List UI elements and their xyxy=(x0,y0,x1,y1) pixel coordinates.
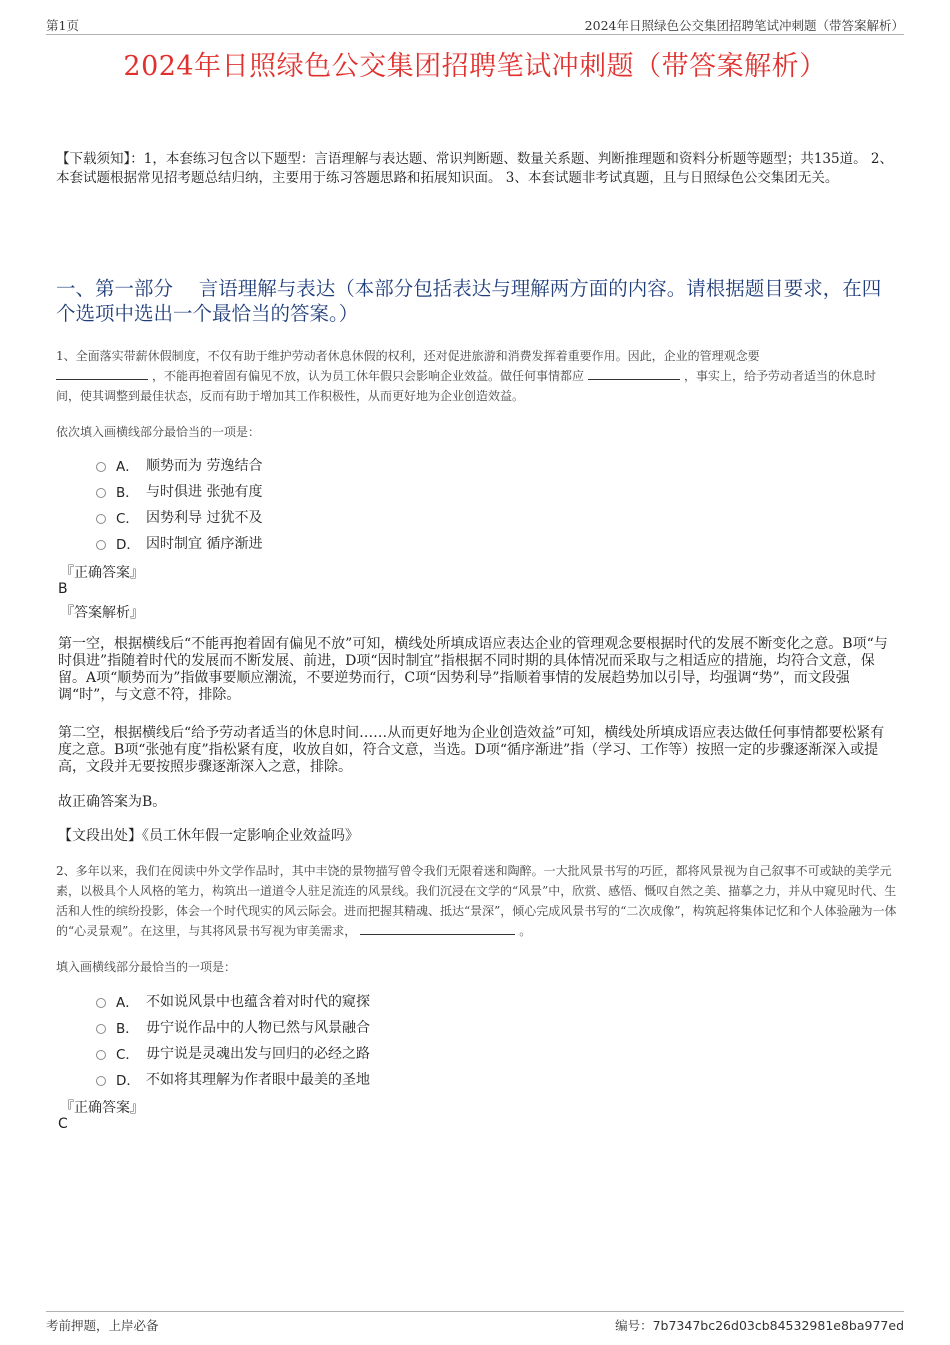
radio-button[interactable] xyxy=(96,998,106,1008)
option-b[interactable] xyxy=(96,478,262,504)
option-d[interactable] xyxy=(96,530,262,556)
option-text: 因时制宜 循序渐进 xyxy=(146,536,263,552)
blank-line xyxy=(360,922,515,935)
question-1-text-part2: ，不能再抱着固有偏见不放，认为员工休年假只会影响企业效益。做任何事情都应 xyxy=(152,369,585,383)
download-notice: 【下载须知】：1，本套练习包含以下题型：言语理解与表达题、常识判断题、数量关系题、判断推理题和资料分析题等题型；共135道。 2、本套试题根据常见招考题总结归纳，主要用于练习答题思路和拓展知识面。 3、本套试题非考试真题，且与日照绿色公交集团无关。 xyxy=(56,151,893,186)
option-letter: A． xyxy=(116,459,139,475)
document-title: 2024年日照绿色公交集团招聘笔试冲刺题（带答案解析） xyxy=(123,51,827,82)
question-2-instruction: 填入画横线部分最恰当的一项是： xyxy=(56,960,237,974)
option-a[interactable] xyxy=(96,988,370,1014)
footer-slogan: 考前押题，上岸必备 xyxy=(46,1318,159,1333)
option-text: 毋宁说作品中的人物已然与风景融合 xyxy=(146,1020,370,1036)
correct-answer-label: 『正确答案』 xyxy=(60,565,144,581)
page-header xyxy=(46,14,904,35)
radio-button[interactable] xyxy=(96,540,106,550)
question-1-text-part3: ，事实上，给予劳动者适当的休息时间，使其调整到最佳状态，反而有助于增加其工作积极性，从而更好地为企业创造效益。 xyxy=(56,369,877,403)
question-1-options xyxy=(96,452,262,556)
option-letter: D． xyxy=(116,537,140,553)
option-c[interactable] xyxy=(96,504,262,530)
question-1-instruction: 依次填入画横线部分最恰当的一项是： xyxy=(56,425,261,439)
radio-button[interactable] xyxy=(96,1024,106,1034)
option-text: 不如将其理解为作者眼中最美的圣地 xyxy=(146,1072,370,1088)
analysis-label: 『答案解析』 xyxy=(60,605,144,621)
option-letter: D． xyxy=(116,1073,140,1089)
section-title: 一、第一部分 言语理解与表达（本部分包括表达与理解两方面的内容。请根据题目要求，在四个选项中选出一个最恰当的答案。） xyxy=(56,277,882,325)
option-text: 不如说风景中也蕴含着对时代的窥探 xyxy=(146,994,370,1010)
option-text: 因势利导 过犹不及 xyxy=(146,510,263,526)
option-d[interactable] xyxy=(96,1066,370,1092)
option-letter: C． xyxy=(116,1047,139,1063)
option-text: 毋宁说是灵魂出发与回归的必经之路 xyxy=(146,1046,370,1062)
option-text: 与时俱进 张弛有度 xyxy=(146,484,263,500)
correct-answer-label: 『正确答案』 xyxy=(60,1100,144,1116)
option-a[interactable] xyxy=(96,452,262,478)
blank-line xyxy=(588,367,680,380)
option-letter: B． xyxy=(116,1021,139,1037)
correct-answer: C xyxy=(58,1116,68,1132)
blank-line xyxy=(56,367,148,380)
analysis-paragraph-2: 第二空，根据横线后“给予劳动者适当的休息时间……从而更好地为企业创造效益”可知，横线处所填成语应表达做任何事情都要松紧有度之意。B项“张弛有度”指松紧有度，收放自如，符合文意，当选。D项“循序渐进”指（学习、工作等）按照一定的步骤逐渐深入或提高，文段并无要按照步骤逐渐深入之意，排除。 xyxy=(58,725,885,775)
option-text: 顺势而为 劳逸结合 xyxy=(146,458,263,474)
footer-code xyxy=(615,1316,904,1334)
footer-code-value: 7b7347bc26d03cb84532981e8ba977ed xyxy=(652,1318,904,1333)
question-2-text-part1: 2、多年以来，我们在阅读中外文学作品时，其中丰饶的景物描写曾令我们无限着迷和陶醉。一大批风景书写的巧匠，都将风景视为自己叙事不可或缺的美学元素，以极具个人风格的笔力，构筑出一道道令人驻足流连的风景线。我们沉浸在文学的“风景”中，欣赏、感悟、慨叹自然之美、描摹之力，并从中窥见时代、生活和人性的缤纷投影，体会一个时代现实的风云际会。进而把握其精魂、抵达“景深”，倾心完成风景书写的“二次成像”，构筑起将集体记忆和个人体验融为一体的“心灵景观”。在这里，与其将风景书写视为审美需求， xyxy=(56,864,897,938)
header-doc-title: 2024年日照绿色公交集团招聘笔试冲刺题（带答案解析） xyxy=(584,18,904,33)
question-1-text-part1: 1、全面落实带薪休假制度，不仅有助于维护劳动者休息休假的权利，还对促进旅游和消费发挥着重要作用。因此，企业的管理观念要 xyxy=(56,349,760,363)
question-1-text xyxy=(56,346,898,406)
source-citation: 【文段出处】《员工休年假一定影响企业效益吗》 xyxy=(58,828,359,844)
question-2-options xyxy=(96,988,370,1092)
radio-button[interactable] xyxy=(96,488,106,498)
radio-button[interactable] xyxy=(96,514,106,524)
option-c[interactable] xyxy=(96,1040,370,1066)
option-letter: B． xyxy=(116,485,139,501)
option-letter: A． xyxy=(116,995,139,1011)
page-footer xyxy=(46,1311,904,1334)
radio-button[interactable] xyxy=(96,462,106,472)
page-number: 第1页 xyxy=(46,18,79,33)
option-b[interactable] xyxy=(96,1014,370,1040)
question-2-text xyxy=(56,861,898,941)
question-2-text-part2: 。 xyxy=(519,924,532,938)
analysis-paragraph-1: 第一空，根据横线后“不能再抱着固有偏见不放”可知，横线处所填成语应表达企业的管理观念要根据时代的发展不断变化之意。B项“与时俱进”指随着时代的发展而不断发展、前进，D项“因时制宜”指根据不同时期的具体情况而采取与之相适应的措施，均符合文意，保留。A项“顺势而为”指做事要顺应潮流，不要逆势而行，C项“因势利导”指顺着事情的发展趋势加以引导，均强调“势”，而文段强调“时”，与文意不符，排除。 xyxy=(58,636,888,703)
correct-answer: B xyxy=(58,581,68,597)
footer-code-label: 编号： xyxy=(615,1318,653,1333)
radio-button[interactable] xyxy=(96,1050,106,1060)
conclusion: 故正确答案为B。 xyxy=(58,794,167,810)
radio-button[interactable] xyxy=(96,1076,106,1086)
option-letter: C． xyxy=(116,511,139,527)
